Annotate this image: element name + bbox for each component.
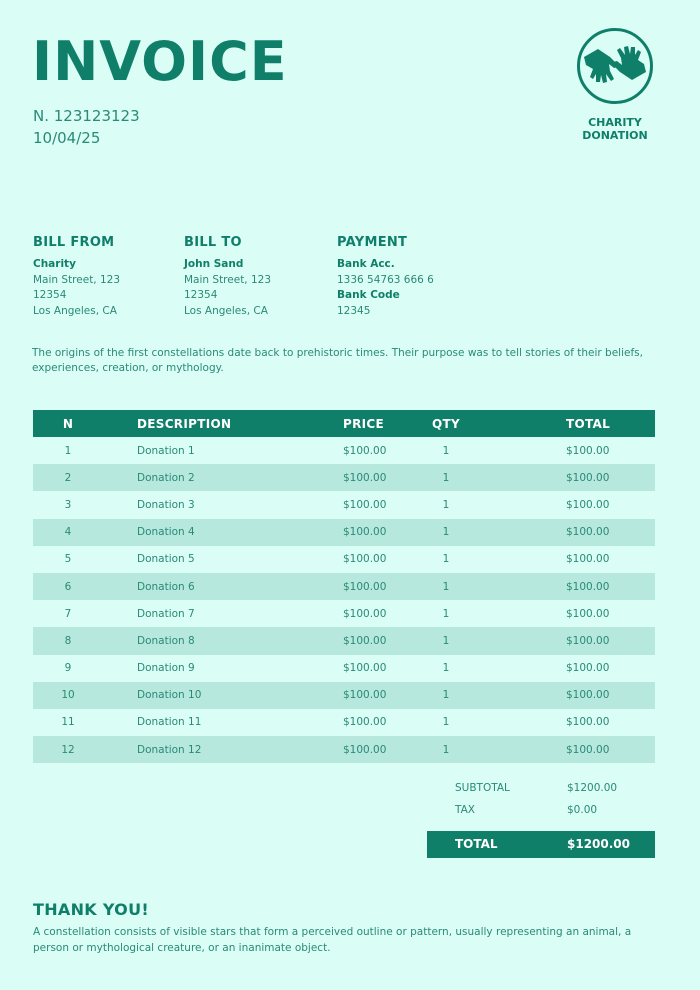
cell-description: Donation 12 bbox=[103, 736, 309, 763]
logo-line-1: CHARITY bbox=[588, 116, 642, 129]
cell-qty: 1 bbox=[442, 498, 450, 511]
cell-price: $100.00 bbox=[309, 464, 409, 491]
bill-from-section bbox=[33, 234, 120, 319]
cell-n: 7 bbox=[64, 607, 72, 620]
bank-acc-value: 1336 54763 666 6 bbox=[337, 273, 434, 286]
cell-description: Donation 8 bbox=[103, 627, 309, 654]
cell-n: 12 bbox=[33, 736, 103, 763]
cell-description: Donation 4 bbox=[103, 519, 309, 546]
cell-total: $100.00 bbox=[566, 498, 610, 511]
payment-heading: PAYMENT bbox=[337, 235, 408, 250]
subtotal-label: SUBTOTAL bbox=[455, 782, 510, 794]
bill-from-street: Main Street, 123 bbox=[33, 273, 121, 286]
cell-qty: 1 bbox=[442, 444, 450, 457]
cell-qty: 1 bbox=[442, 662, 450, 675]
subtotal-value: $1200.00 bbox=[567, 782, 618, 794]
cell-price: $100.00 bbox=[343, 662, 387, 675]
cell-qty: 1 bbox=[409, 736, 483, 763]
table-row bbox=[33, 464, 655, 491]
cell-price: $100.00 bbox=[343, 444, 387, 457]
table-row bbox=[33, 682, 655, 709]
cell-n: 6 bbox=[33, 573, 103, 600]
cell-n: 1 bbox=[64, 444, 72, 457]
bill-to-section bbox=[184, 234, 271, 319]
intro-text: The origins of the first constellations date back to prehistoric times. Their purpose was to tell stories of their beliefs, experiences, creation, or mythology. bbox=[32, 347, 643, 374]
helping-hands-icon bbox=[576, 27, 654, 105]
table-row bbox=[33, 709, 655, 736]
bill-from-name: Charity bbox=[33, 258, 76, 270]
invoice-date: 10/04/25 bbox=[33, 129, 101, 147]
cell-price: $100.00 bbox=[343, 553, 387, 566]
cell-price: $100.00 bbox=[309, 627, 409, 654]
cell-description: Donation 9 bbox=[137, 662, 195, 675]
tax-label: TAX bbox=[455, 804, 475, 816]
cell-qty: 1 bbox=[409, 627, 483, 654]
total-label: TOTAL bbox=[455, 837, 498, 851]
cell-price: $100.00 bbox=[309, 736, 409, 763]
cell-description: Donation 7 bbox=[137, 607, 195, 620]
table-row bbox=[33, 600, 655, 627]
table-header-row bbox=[33, 410, 655, 437]
table-row bbox=[33, 573, 655, 600]
payment-section bbox=[337, 234, 434, 319]
cell-total: $100.00 bbox=[483, 682, 655, 709]
cell-price: $100.00 bbox=[309, 682, 409, 709]
cell-n: 2 bbox=[33, 464, 103, 491]
bank-code-label: Bank Code bbox=[337, 289, 400, 301]
cell-description: Donation 5 bbox=[137, 553, 195, 566]
bill-to-heading: BILL TO bbox=[184, 235, 242, 250]
cell-qty: 1 bbox=[442, 607, 450, 620]
table-row bbox=[33, 519, 655, 546]
cell-total: $100.00 bbox=[566, 444, 610, 457]
logo-text bbox=[565, 116, 665, 142]
cell-qty: 1 bbox=[442, 716, 450, 729]
table-row bbox=[33, 736, 655, 763]
cell-price: $100.00 bbox=[343, 607, 387, 620]
cell-description: Donation 3 bbox=[137, 498, 195, 511]
cell-price: $100.00 bbox=[343, 498, 387, 511]
cell-total: $100.00 bbox=[566, 716, 610, 729]
cell-description: Donation 10 bbox=[103, 682, 309, 709]
bill-from-city: Los Angeles, CA bbox=[33, 304, 117, 317]
cell-qty: 1 bbox=[442, 553, 450, 566]
cell-total: $100.00 bbox=[483, 736, 655, 763]
bank-code-value: 12345 bbox=[337, 304, 371, 317]
invoice-items-table bbox=[33, 410, 655, 763]
logo-line-2: DONATION bbox=[582, 129, 648, 142]
cell-description: Donation 11 bbox=[137, 716, 202, 729]
cell-qty: 1 bbox=[409, 573, 483, 600]
cell-n: 5 bbox=[64, 553, 72, 566]
bill-to-city: Los Angeles, CA bbox=[184, 304, 268, 317]
invoice-title: INVOICE bbox=[32, 30, 288, 93]
header-n: N bbox=[33, 410, 103, 437]
tax-value: $0.00 bbox=[567, 804, 598, 816]
table-row bbox=[33, 627, 655, 654]
cell-total: $100.00 bbox=[566, 607, 610, 620]
bill-to-name: John Sand bbox=[184, 258, 244, 270]
cell-n: 4 bbox=[33, 519, 103, 546]
cell-qty: 1 bbox=[409, 464, 483, 491]
cell-description: Donation 1 bbox=[137, 444, 195, 457]
cell-total: $100.00 bbox=[483, 519, 655, 546]
bill-to-street: Main Street, 123 bbox=[184, 273, 272, 286]
bill-to-zip: 12354 bbox=[184, 289, 218, 301]
header-description: DESCRIPTION bbox=[103, 410, 309, 437]
cell-n: 8 bbox=[33, 627, 103, 654]
table-row bbox=[33, 546, 655, 573]
cell-n: 3 bbox=[64, 498, 72, 511]
cell-n: 11 bbox=[61, 716, 75, 729]
cell-price: $100.00 bbox=[343, 716, 387, 729]
bill-from-heading: BILL FROM bbox=[33, 235, 115, 250]
cell-total: $100.00 bbox=[483, 627, 655, 654]
cell-price: $100.00 bbox=[309, 519, 409, 546]
invoice-number: N. 123123123 bbox=[33, 107, 140, 125]
cell-n: 10 bbox=[33, 682, 103, 709]
table-row bbox=[33, 437, 655, 464]
cell-price: $100.00 bbox=[309, 573, 409, 600]
bill-from-zip: 12354 bbox=[33, 289, 67, 301]
cell-qty: 1 bbox=[409, 682, 483, 709]
cell-total: $100.00 bbox=[566, 553, 610, 566]
header-total: TOTAL bbox=[483, 410, 655, 437]
cell-description: Donation 2 bbox=[103, 464, 309, 491]
cell-qty: 1 bbox=[409, 519, 483, 546]
cell-total: $100.00 bbox=[483, 573, 655, 600]
cell-total: $100.00 bbox=[483, 464, 655, 491]
header-qty: QTY bbox=[409, 410, 483, 437]
table-row bbox=[33, 491, 655, 518]
total-value: $1200.00 bbox=[567, 837, 631, 851]
bank-acc-label: Bank Acc. bbox=[337, 258, 395, 270]
cell-n: 9 bbox=[64, 662, 72, 675]
cell-total: $100.00 bbox=[566, 662, 610, 675]
thank-you-text: A constellation consists of visible stars that form a perceived outline or pattern, usually representing an animal, a person or mythological creature, or an inanimate object. bbox=[33, 926, 632, 954]
cell-description: Donation 6 bbox=[103, 573, 309, 600]
header-price: PRICE bbox=[309, 410, 409, 437]
thank-you-heading: THANK YOU! bbox=[33, 900, 149, 919]
table-row bbox=[33, 655, 655, 682]
